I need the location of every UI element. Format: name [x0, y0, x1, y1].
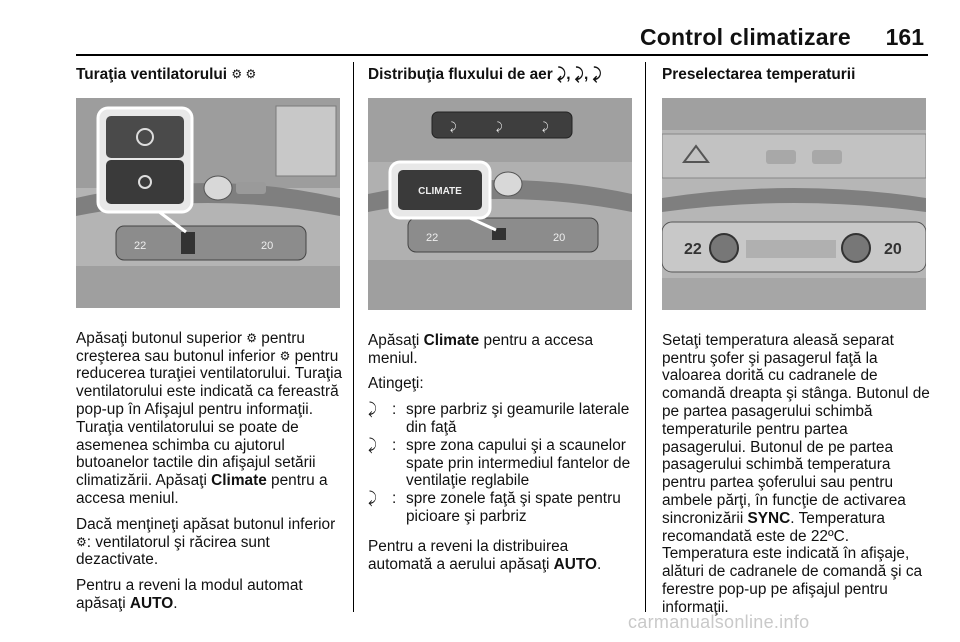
- paragraph-fan-3: Pentru a reveni la modul automat apăsaţi AUTO.: [76, 577, 303, 612]
- footwell-icon: ⤸: [368, 490, 378, 508]
- column-divider-2: [645, 62, 646, 612]
- watermark: carmanualsonline.info: [628, 612, 810, 632]
- section-title-text: Turaţia ventilatorului: [76, 66, 228, 83]
- fan-icon: ⚙ ⚙: [231, 67, 257, 81]
- column-divider-1: [353, 62, 354, 612]
- paragraph-air-3: Pentru a reveni la distribuirea automată a aerului apăsaţi AUTO.: [368, 537, 602, 573]
- column-air-distribution: [368, 66, 636, 581]
- paragraph-air-1: Apăsaţi Climate pentru a accesa meniul.: [368, 331, 594, 367]
- paragraph-fan-2: Dacă menţineţi apăsat butonul inferior ⚙: ventilatorul şi răcirea sunt dezactivate.: [76, 515, 336, 569]
- figure-right-temp: 20: [553, 231, 566, 244]
- figure-right-temp: 20: [261, 239, 274, 252]
- figure-left-temp: 22: [134, 239, 147, 252]
- section-title-text: Distribuţia fluxului de aer: [368, 66, 553, 83]
- list-item-text: spre parbriz şi geamurile laterale din faţă: [406, 401, 630, 436]
- list-item: [368, 490, 636, 526]
- list-colon: :: [392, 490, 397, 508]
- air-distribution-list: [368, 401, 636, 526]
- figure-left-temp: 22: [426, 231, 439, 244]
- svg-text:⤸: ⤸: [496, 119, 503, 133]
- column-fan-speed: [76, 66, 344, 621]
- svg-text:⤸: ⤸: [542, 119, 549, 133]
- page-number: 161: [885, 24, 924, 50]
- figure-left-temp: 22: [684, 240, 702, 258]
- list-item-text: spre zona capului şi a scaunelor spate prin intermediul fantelor de ventilaţie reglabile: [406, 436, 631, 490]
- svg-text:⤸: ⤸: [450, 119, 457, 133]
- head-area-icon: ⤸: [368, 436, 378, 454]
- section-title-temperature: Preselectarea temperaturii: [662, 66, 856, 83]
- paragraph-air-2: Atingeţi:: [368, 375, 424, 393]
- column-temperature: [662, 66, 930, 625]
- paragraph-temperature: Setaţi temperatura aleasă separat pentru şofer şi pasagerul faţă la valoarea dorită cu cadranele de comandă dreapta şi stânga. Butonul de pe partea pasagerului schimbă temperaturile pentru partea pasagerului. Butonul de pe partea pasagerului schimbă temperatura pentru partea şoferului sau pentru ambele părţi, în funcţie de activarea sincronizării SYNC. Temperatura recomandată este de 22ºC. Temperatura este indicată în afişaje, alături de cadranele de comandă şi ca ferestre pop-up pe afişajul pentru informaţii.: [662, 331, 930, 616]
- figure-right-temp: 20: [884, 240, 902, 258]
- figure-climate-label: CLIMATE: [418, 185, 462, 197]
- paragraph-fan-1: Apăsaţi butonul superior ⚙ pentru creşterea sau butonul inferior ⚙ pentru reducerea turaţiei ventilatorului. Turaţia ventilatorului este indicată ca fereastră pop-up în Afişajul pentru informaţii. Turaţia ventilatorului se poate de asemenea schimba cu ajutorul butoanelor tactile din afişajul setării climatizării. Apăsaţi Climate pentru a accesa meniul.: [76, 329, 343, 507]
- list-colon: :: [392, 401, 397, 419]
- list-colon: :: [392, 436, 397, 454]
- list-item: [368, 401, 636, 437]
- header-rule: [76, 54, 928, 56]
- windshield-icon: ⤸: [368, 401, 378, 419]
- air-distribution-icons: ⤸, ⤸, ⤸: [557, 66, 602, 83]
- figure-fan-buttons: [76, 98, 340, 308]
- figure-climate-button: [368, 98, 632, 310]
- section-title-air-distribution: [368, 66, 636, 84]
- fan-down-icon: ⚙: [76, 534, 87, 549]
- section-title-fan-speed: [76, 66, 344, 84]
- fan-up-icon: ⚙: [246, 330, 258, 345]
- fan-down-icon: ⚙: [279, 348, 291, 363]
- list-item-text: spre zonele faţă şi spate pentru picioare şi parbriz: [406, 490, 621, 525]
- page-header-title: Control climatizare: [640, 24, 851, 50]
- list-item: [368, 437, 636, 490]
- figure-temperature-dials: [662, 98, 926, 310]
